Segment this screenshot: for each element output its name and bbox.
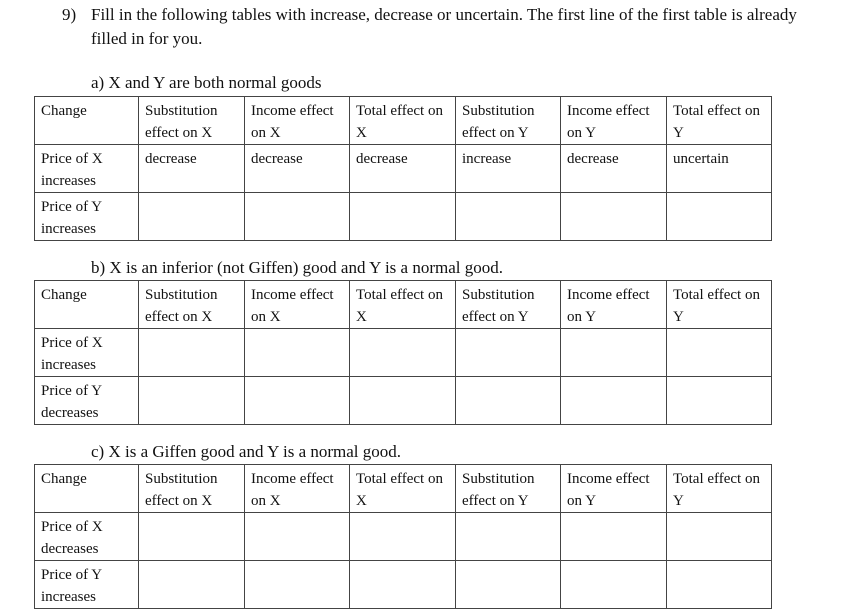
answer-cell-income-y[interactable] — [561, 193, 667, 241]
table-row — [35, 193, 772, 241]
answer-cell-total-y[interactable] — [667, 513, 772, 561]
cell-income-y: decrease — [561, 145, 667, 193]
answer-cell-income-x[interactable] — [245, 193, 350, 241]
header-row — [35, 97, 772, 145]
answer-cell-income-x[interactable] — [245, 329, 350, 377]
answer-cell-substitution-x[interactable] — [139, 329, 245, 377]
header-total-effect-y: Total effect on Y — [667, 281, 772, 329]
question-text: Fill in the following tables with increase, decrease or uncertain. The first line of the first table is already filled in for you. — [91, 5, 797, 48]
header-total-effect-x: Total effect on X — [350, 97, 456, 145]
table-a — [34, 96, 772, 241]
header-substitution-effect-x: Substitution effect on X — [139, 281, 245, 329]
header-row — [35, 465, 772, 513]
answer-cell-total-y[interactable] — [667, 193, 772, 241]
answer-cell-total-x[interactable] — [350, 329, 456, 377]
row-change-label: Price of X decreases — [35, 513, 139, 561]
answer-cell-total-y[interactable] — [667, 329, 772, 377]
header-substitution-effect-y: Substitution effect on Y — [456, 281, 561, 329]
answer-cell-substitution-x[interactable] — [139, 377, 245, 425]
table-row — [35, 561, 772, 609]
cell-substitution-x: decrease — [139, 145, 245, 193]
table-c — [34, 464, 772, 609]
table-row — [35, 329, 772, 377]
header-income-effect-x: Income effect on X — [245, 465, 350, 513]
answer-cell-substitution-y[interactable] — [456, 377, 561, 425]
header-substitution-effect-x: Substitution effect on X — [139, 465, 245, 513]
answer-cell-total-x[interactable] — [350, 377, 456, 425]
row-change-label: Price of Y decreases — [35, 377, 139, 425]
header-income-effect-x: Income effect on X — [245, 281, 350, 329]
header-substitution-effect-x: Substitution effect on X — [139, 97, 245, 145]
answer-cell-substitution-y[interactable] — [456, 513, 561, 561]
answer-cell-income-y[interactable] — [561, 513, 667, 561]
row-change-label: Price of X increases — [35, 329, 139, 377]
answer-cell-income-x[interactable] — [245, 377, 350, 425]
header-income-effect-y: Income effect on Y — [561, 281, 667, 329]
answer-cell-substitution-y[interactable] — [456, 329, 561, 377]
table-b-title: b) X is an inferior (not Giffen) good and Y is a normal good. — [91, 258, 504, 277]
answer-cell-income-x[interactable] — [245, 561, 350, 609]
answer-cell-substitution-y[interactable] — [456, 561, 561, 609]
table-row — [35, 377, 772, 425]
header-substitution-effect-y: Substitution effect on Y — [456, 465, 561, 513]
answer-cell-income-x[interactable] — [245, 513, 350, 561]
header-change: Change — [35, 97, 139, 145]
answer-cell-income-y[interactable] — [561, 329, 667, 377]
header-income-effect-x: Income effect on X — [245, 97, 350, 145]
answer-cell-total-x[interactable] — [350, 513, 456, 561]
table-b — [34, 280, 772, 425]
row-change-label: Price of Y increases — [35, 561, 139, 609]
header-total-effect-x: Total effect on X — [350, 281, 456, 329]
header-income-effect-y: Income effect on Y — [561, 97, 667, 145]
table-row — [35, 513, 772, 561]
answer-cell-substitution-y[interactable] — [456, 193, 561, 241]
answer-cell-total-x[interactable] — [350, 193, 456, 241]
answer-cell-total-x[interactable] — [350, 561, 456, 609]
answer-cell-total-y[interactable] — [667, 377, 772, 425]
row-change-label: Price of X increases — [35, 145, 139, 193]
question-number: 9) — [62, 5, 77, 24]
cell-total-x: decrease — [350, 145, 456, 193]
answer-cell-income-y[interactable] — [561, 561, 667, 609]
header-row — [35, 281, 772, 329]
header-change: Change — [35, 281, 139, 329]
answer-cell-substitution-x[interactable] — [139, 193, 245, 241]
row-change-label: Price of Y increases — [35, 193, 139, 241]
header-substitution-effect-y: Substitution effect on Y — [456, 97, 561, 145]
cell-substitution-y: increase — [456, 145, 561, 193]
header-change: Change — [35, 465, 139, 513]
cell-total-y: uncertain — [667, 145, 772, 193]
header-total-effect-y: Total effect on Y — [667, 465, 772, 513]
table-row — [35, 145, 772, 193]
header-total-effect-y: Total effect on Y — [667, 97, 772, 145]
header-total-effect-x: Total effect on X — [350, 465, 456, 513]
table-c-title: c) X is a Giffen good and Y is a normal good. — [91, 442, 402, 461]
cell-income-x: decrease — [245, 145, 350, 193]
answer-cell-substitution-x[interactable] — [139, 513, 245, 561]
table-a-title: a) X and Y are both normal goods — [91, 73, 322, 92]
answer-cell-total-y[interactable] — [667, 561, 772, 609]
answer-cell-substitution-x[interactable] — [139, 561, 245, 609]
answer-cell-income-y[interactable] — [561, 377, 667, 425]
header-income-effect-y: Income effect on Y — [561, 465, 667, 513]
